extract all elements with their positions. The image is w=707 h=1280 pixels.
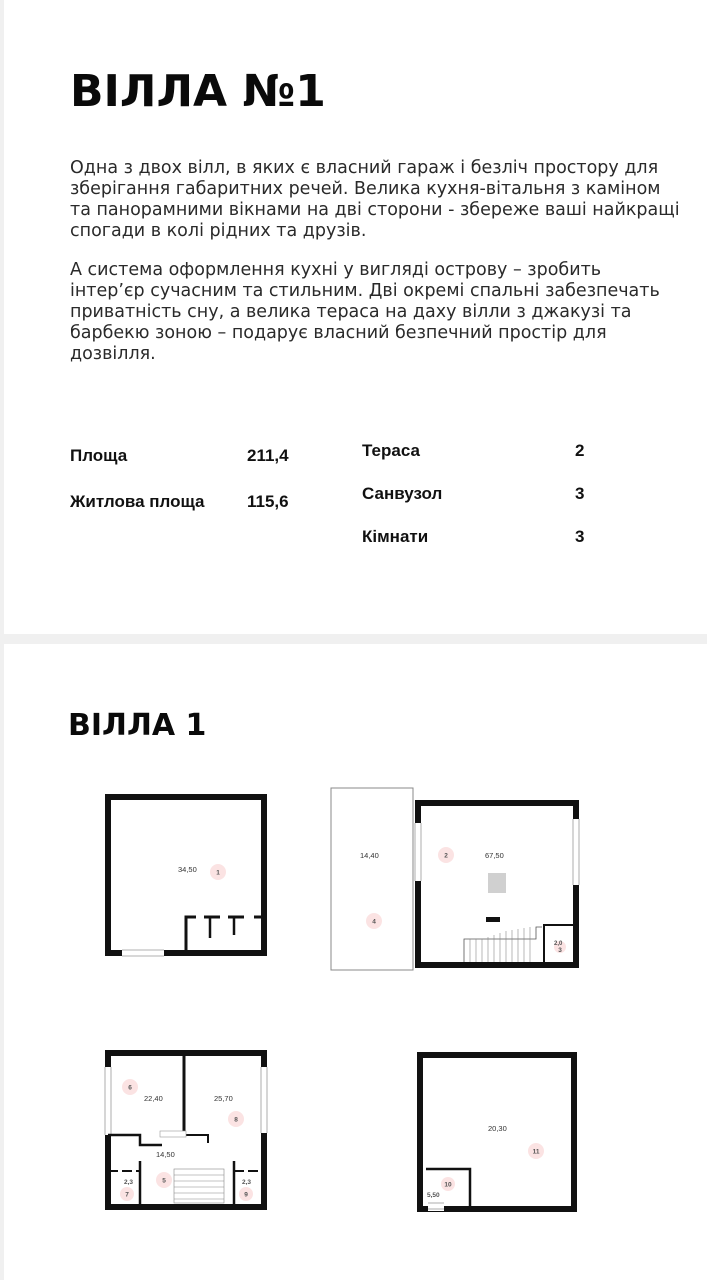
plans-title: ВІЛЛА 1: [68, 708, 207, 743]
stat-rooms-label: Кімнати: [362, 527, 429, 546]
plan1-room-1: 1: [216, 869, 220, 877]
stat-living-area-label: Житлова площа: [70, 492, 205, 511]
plan2-room-4: 4: [372, 918, 376, 926]
stat-terrace-value: 2: [575, 441, 585, 460]
floor-plan-2: [330, 787, 582, 973]
stat-bathroom-value: 3: [575, 484, 585, 503]
plan3-room-7: 7: [125, 1191, 129, 1199]
description-paragraph-2: А система оформлення кухні у вигляді острову – зробить інтер’єр сучасним та стильним. Дві окремі спальні забезпечать приватність сну, а велика тераса на даху вілли з джакузі та барбекю зоною – подарує власний безпечний простір для дозвілля.: [70, 260, 660, 364]
plan2-terrace-area: 14,40: [360, 851, 379, 860]
stat-living-area-value: 115,6: [247, 492, 289, 511]
plan4-area: 20,30: [488, 1124, 507, 1133]
villa-title: ВІЛЛА №1: [70, 66, 326, 117]
plan3-room-6: 6: [128, 1084, 132, 1092]
stat-area-label: Площа: [70, 446, 128, 465]
description-page: [4, 0, 707, 634]
plan3-room-5: 5: [162, 1177, 166, 1185]
stat-terrace-label: Тераса: [362, 441, 420, 460]
plan3-room7-area: 2,3: [124, 1179, 134, 1186]
plan3-room6-area: 22,40: [144, 1094, 163, 1103]
plan2-room-2: 2: [444, 852, 448, 860]
floor-plan-3: [104, 1049, 270, 1211]
plan3-room9-area: 2,3: [242, 1179, 252, 1186]
plan4-room-10: 10: [444, 1181, 452, 1189]
floor-plans-page: [4, 644, 707, 1280]
plan2-room-3: 3: [558, 947, 562, 954]
stat-bathroom-label: Санвузол: [362, 484, 443, 503]
stat-area-value: 211,4: [247, 446, 289, 465]
plan3-room8-area: 25,70: [214, 1094, 233, 1103]
plan2-bath-area: 2,0: [554, 941, 563, 947]
floor-plan-4: [416, 1051, 578, 1215]
plan3-room-9: 9: [244, 1191, 248, 1199]
plan2-living-area: 67,50: [485, 851, 504, 860]
plan3-hall-area: 14,50: [156, 1150, 175, 1159]
description-paragraph-1: Одна з двох вілл, в яких є власний гараж і безліч простору для зберігання габаритних речей. Велика кухня-вітальня з каміном та панорамними вікнами на дві сторони - збереже ваші найкращі спогади в колі рідних та друзів.: [70, 158, 680, 241]
plan4-room-11: 11: [532, 1148, 540, 1156]
plan3-room-8: 8: [234, 1116, 238, 1124]
floor-plan-1: [104, 793, 270, 959]
stat-rooms-value: 3: [575, 527, 585, 546]
plan4-room10-area: 5,50: [427, 1192, 440, 1199]
plan1-area: 34,50: [178, 865, 197, 874]
